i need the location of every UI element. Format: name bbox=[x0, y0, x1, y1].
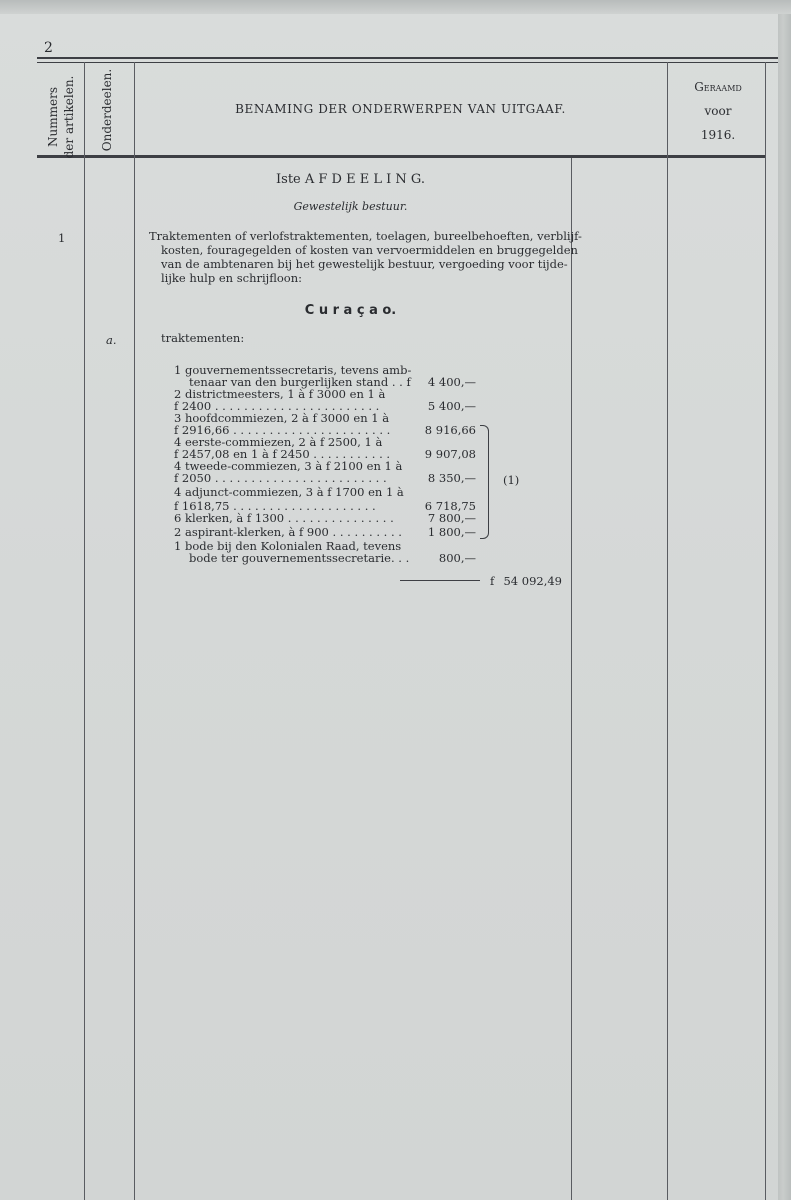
item-7-amount: 7 800,— bbox=[427, 511, 476, 525]
header-onderdeelen bbox=[99, 60, 119, 160]
item-6-amount: 6 718,75 bbox=[424, 499, 476, 513]
article-description-line-1: Traktementen of verlofstraktementen, toelagen, bureelbehoeften, verblijf- bbox=[149, 229, 582, 243]
region-heading: C u r a ç a o. bbox=[304, 303, 397, 318]
item-9-line-1: 1 bode bij den Kolonialen Raad, tevens bbox=[174, 539, 402, 553]
item-3-amount: 8 916,66 bbox=[424, 423, 476, 437]
column-divider-1 bbox=[84, 62, 85, 1200]
page-edge bbox=[778, 0, 791, 1200]
header-nummers-line-1: Nummers bbox=[46, 87, 60, 147]
item-5-amount: 8 350,— bbox=[427, 471, 476, 485]
total-rule bbox=[400, 580, 480, 581]
item-7-line-1: 6 klerken, à f 1300 . . . . . . . . . . . . . . . bbox=[174, 511, 394, 525]
header-top-rule bbox=[37, 57, 778, 59]
item-4-line-2: f 2457,08 en 1 à f 2450 . . . . . . . . . . . bbox=[174, 447, 391, 461]
item-1-amount: 4 400,— bbox=[427, 375, 476, 389]
article-description-line-2: kosten, fouragegelden of kosten van vervoermiddelen en bruggegelden bbox=[161, 243, 578, 257]
header-benaming: BENAMING DER ONDERWERPEN VAN UITGAAF. bbox=[235, 102, 566, 116]
total-amount: 54 092,49 bbox=[503, 574, 562, 588]
item-6-line-2: f 1618,75 . . . . . . . . . . . . . . . . . . . . bbox=[174, 499, 376, 513]
sub-label: traktementen: bbox=[161, 331, 245, 345]
item-2-line-1: 2 districtmeesters, 1 à f 3000 en 1 à bbox=[174, 387, 386, 401]
header-bottom-rule bbox=[37, 155, 765, 158]
item-9-line-2: bode ter gouvernementssecretarie. . . bbox=[189, 551, 410, 565]
item-2-line-2: f 2400 . . . . . . . . . . . . . . . . . . . . . . . bbox=[174, 399, 380, 413]
article-description-line-4: lijke hulp en schrijfloon: bbox=[161, 271, 303, 285]
header-year: 1916. bbox=[700, 128, 736, 142]
article-description-line-3: van de ambtenaren bij het gewestelijk bestuur, vergoeding voor tijde- bbox=[161, 257, 568, 271]
section-subtitle: Gewestelijk bestuur. bbox=[293, 200, 408, 213]
header-nummers-line-2: der artikelen. bbox=[62, 75, 76, 159]
item-5-line-2: f 2050 . . . . . . . . . . . . . . . . . . . . . . . . bbox=[174, 471, 387, 485]
column-divider-5 bbox=[765, 62, 766, 1200]
page-top-edge bbox=[0, 0, 791, 14]
item-3-line-2: f 2916,66 . . . . . . . . . . . . . . . . . . . . . . bbox=[174, 423, 391, 437]
item-1-line-2: tenaar van den burgerlijken stand . . f bbox=[189, 375, 411, 389]
header-onderdeelen-text: Onderdeelen. bbox=[100, 68, 114, 152]
column-divider-2 bbox=[134, 62, 135, 1200]
section-title: Iste A F D E E L I N G. bbox=[276, 172, 425, 187]
item-4-amount: 9 907,08 bbox=[424, 447, 476, 461]
column-divider-3 bbox=[571, 158, 572, 1200]
header-geraamd: Geraamd bbox=[694, 80, 742, 94]
item-4-line-1: 4 eerste-commiezen, 2 à f 2500, 1 à bbox=[174, 435, 383, 449]
page-number: 2 bbox=[44, 40, 53, 56]
note-reference: (1) bbox=[503, 473, 520, 487]
item-8-amount: 1 800,— bbox=[427, 525, 476, 539]
item-6-line-1: 4 adjunct-commiezen, 3 à f 1700 en 1 à bbox=[174, 485, 404, 499]
item-3-line-1: 3 hoofdcommiezen, 2 à f 3000 en 1 à bbox=[174, 411, 390, 425]
article-number: 1 bbox=[58, 231, 66, 245]
item-8-line-1: 2 aspirant-klerken, à f 900 . . . . . . . . . . bbox=[174, 525, 402, 539]
header-voor: voor bbox=[704, 104, 732, 118]
header-nummers bbox=[45, 67, 79, 167]
sub-letter: a. bbox=[106, 333, 117, 347]
item-5-line-1: 4 tweede-commiezen, 3 à f 2100 en 1 à bbox=[174, 459, 403, 473]
column-divider-4 bbox=[667, 62, 668, 1200]
total-prefix: f bbox=[490, 574, 495, 588]
item-2-amount: 5 400,— bbox=[427, 399, 476, 413]
item-9-amount: 800,— bbox=[438, 551, 476, 565]
item-1-line-1: 1 gouvernementssecretaris, tevens amb- bbox=[174, 363, 412, 377]
items-brace bbox=[480, 425, 489, 539]
